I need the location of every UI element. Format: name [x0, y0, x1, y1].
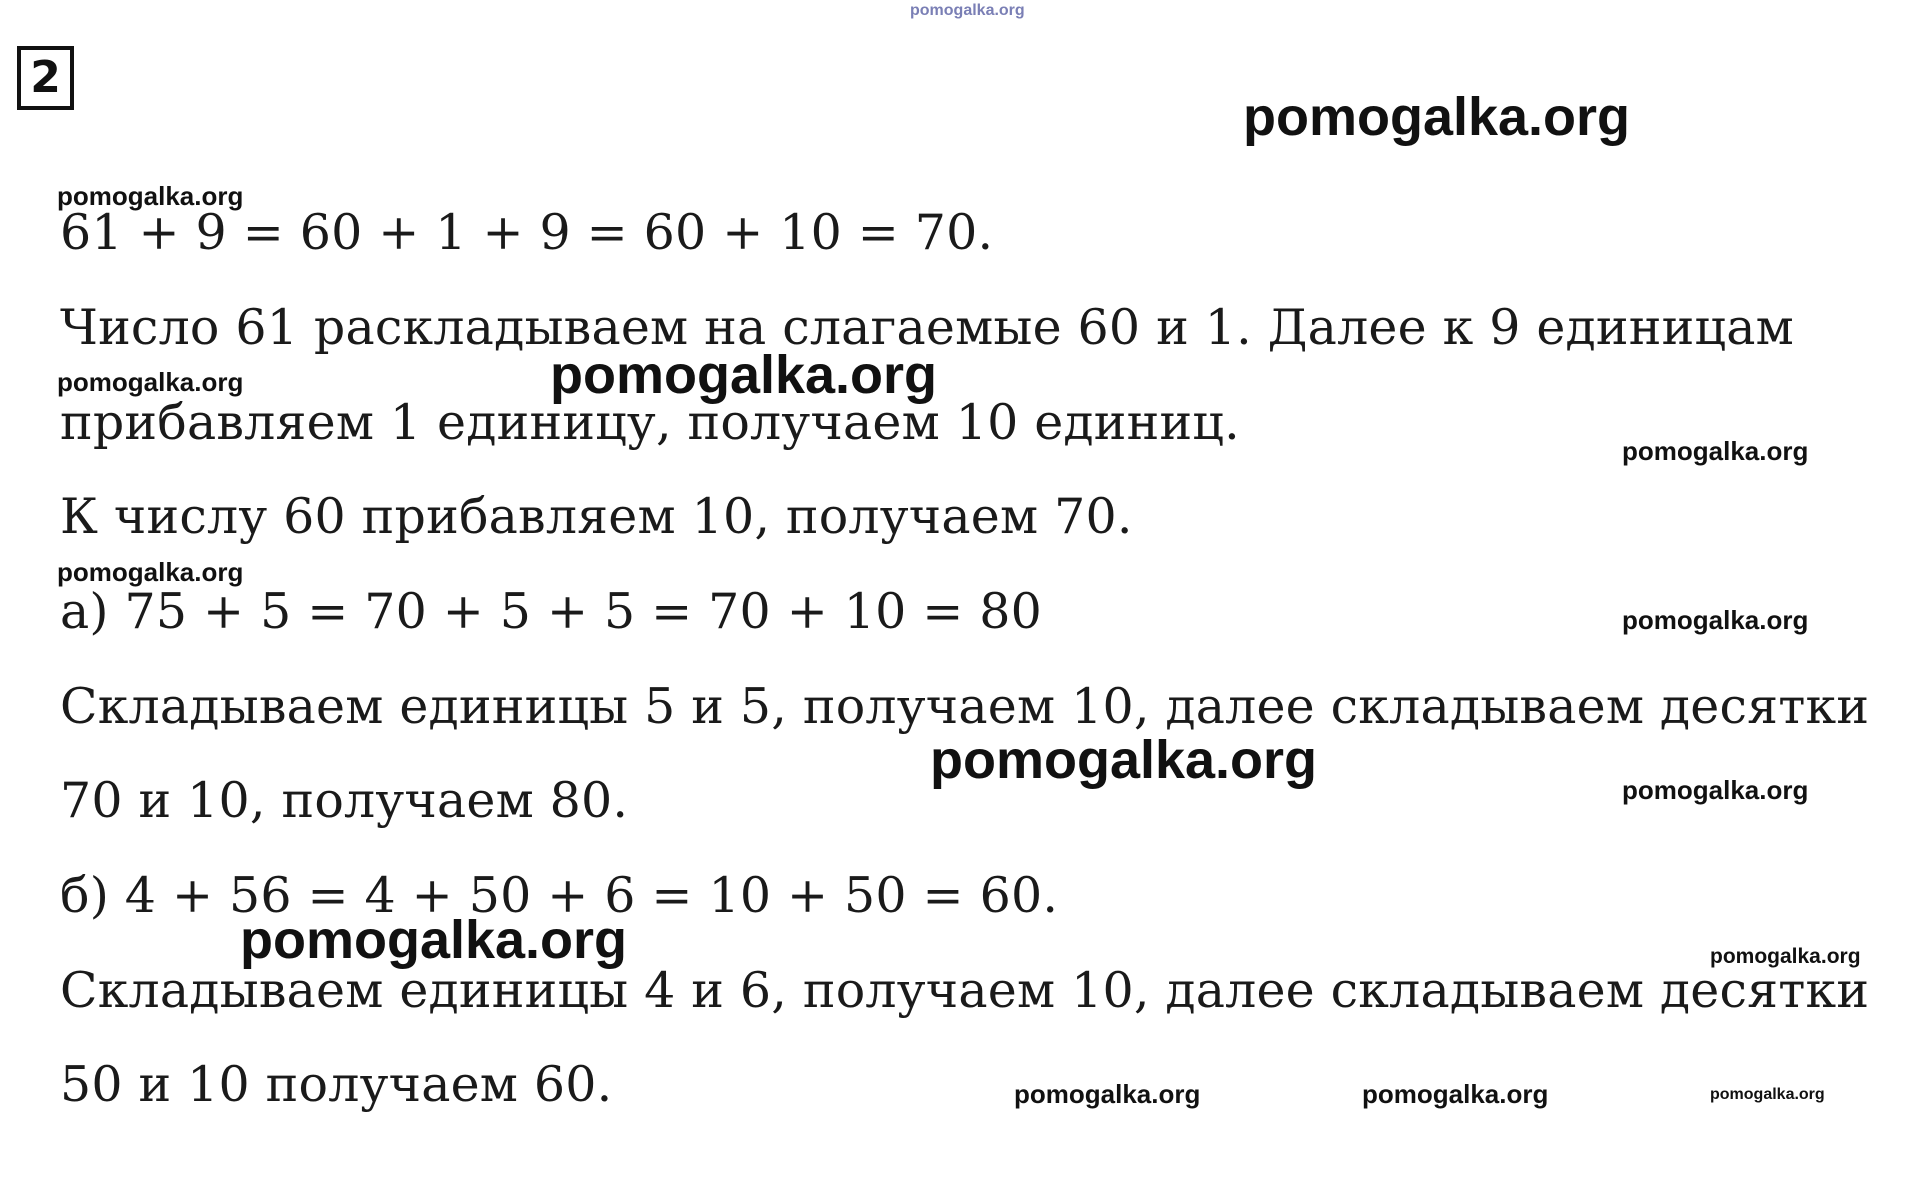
watermark-bottom-3: pomogalka.org [1710, 1086, 1825, 1103]
task-number-box [17, 46, 74, 110]
watermark-bottom-2: pomogalka.org [1362, 1079, 1549, 1109]
text-line-2: Число 61 раскладываем на слагаемые 60 и 1. Далее к 9 единицам [60, 299, 1794, 356]
text-line-7: 70 и 10, получаем 80. [60, 772, 629, 829]
text-line-6: Складываем единицы 5 и 5, получаем 10, далее складываем десятки [60, 678, 1870, 735]
task-number: 2 [30, 52, 61, 103]
text-line-4: К числу 60 прибавляем 10, получаем 70. [60, 488, 1133, 545]
watermark-left-3: pomogalka.org [57, 557, 244, 587]
watermark-mid-1: pomogalka.org [550, 345, 938, 405]
equation-line-a: а) 75 + 5 = 70 + 5 + 5 = 70 + 10 = 80 [60, 583, 1043, 640]
watermark-left-1: pomogalka.org [57, 181, 244, 211]
watermark-left-2: pomogalka.org [57, 367, 244, 397]
watermark-right-2: pomogalka.org [1622, 605, 1809, 635]
watermark-mid-2: pomogalka.org [930, 730, 1318, 790]
text-line-9: Складываем единицы 4 и 6, получаем 10, далее складываем десятки [60, 962, 1870, 1019]
text-line-3: прибавляем 1 единицу, получаем 10 единиц. [60, 394, 1240, 451]
watermark-mid-3: pomogalka.org [240, 910, 628, 970]
watermark-right-1: pomogalka.org [1622, 436, 1809, 466]
equation-line-1: 61 + 9 = 60 + 1 + 9 = 60 + 10 = 70. [60, 204, 994, 261]
text-line-10: 50 и 10 получаем 60. [60, 1056, 613, 1113]
watermark-right-4: pomogalka.org [1710, 945, 1861, 968]
watermark-top: pomogalka.org [910, 2, 1025, 19]
watermark-header: pomogalka.org [1243, 87, 1631, 147]
watermark-right-3: pomogalka.org [1622, 775, 1809, 805]
equation-line-b: б) 4 + 56 = 4 + 50 + 6 = 10 + 50 = 60. [60, 867, 1059, 924]
watermark-bottom-1: pomogalka.org [1014, 1079, 1201, 1109]
